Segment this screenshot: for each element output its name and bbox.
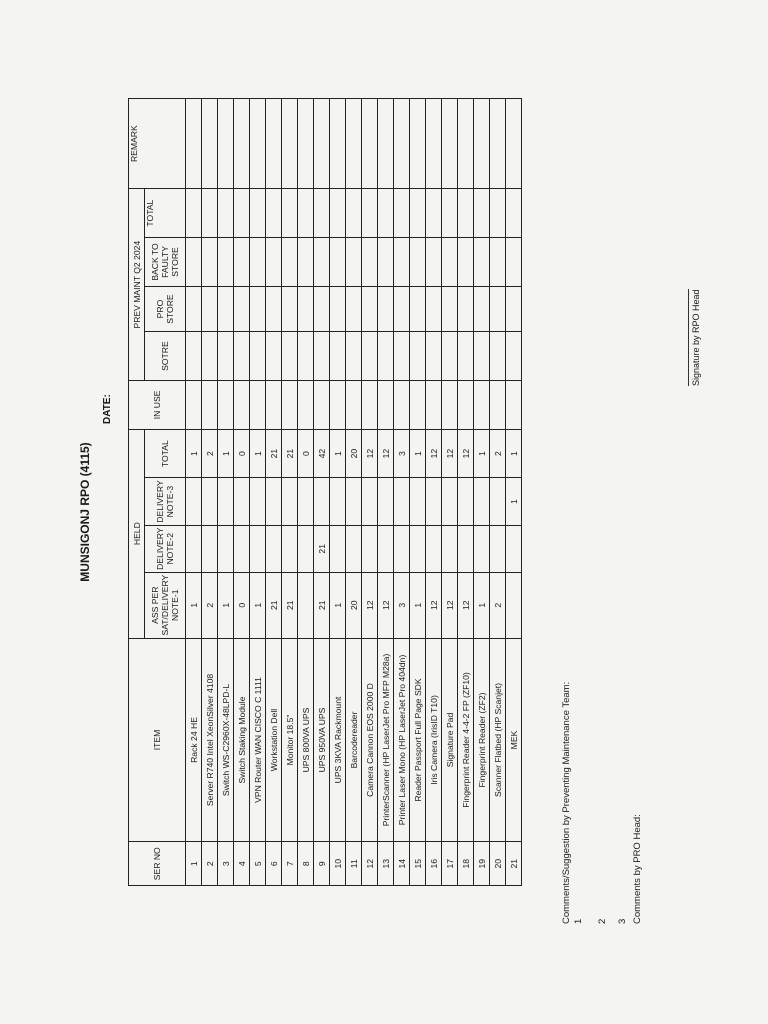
empty-cell — [506, 381, 522, 430]
empty-cell — [506, 189, 522, 238]
cell-ass: 1 — [250, 572, 266, 638]
empty-cell — [346, 381, 362, 430]
total-header: TOTAL — [145, 429, 186, 478]
cell-ser: 8 — [298, 842, 314, 886]
cell-ass: 21 — [282, 572, 298, 638]
page-title: MUNSIGONJ RPO (4115) — [78, 442, 92, 582]
cell-ser: 16 — [426, 842, 442, 886]
empty-cell — [490, 332, 506, 381]
empty-cell — [250, 286, 266, 331]
cell-total: 1 — [186, 429, 202, 478]
cell-ass: 12 — [378, 572, 394, 638]
cell-ser: 13 — [378, 842, 394, 886]
table-row — [298, 99, 314, 886]
cell-ser: 20 — [490, 842, 506, 886]
empty-cell — [314, 332, 330, 381]
ass-per-header: ASS PER SAT/DELIVERY NOTE-1 — [145, 572, 186, 638]
empty-cell — [234, 332, 250, 381]
cell-total: 3 — [394, 429, 410, 478]
empty-cell — [314, 237, 330, 286]
cell-ass: 0 — [234, 572, 250, 638]
table-row — [330, 99, 346, 886]
empty-cell — [298, 332, 314, 381]
empty-cell — [410, 286, 426, 331]
empty-cell — [202, 332, 218, 381]
empty-cell — [346, 189, 362, 238]
item-header: ITEM — [129, 638, 186, 842]
cell-dn3 — [362, 478, 378, 525]
empty-cell — [410, 332, 426, 381]
cell-total: 21 — [282, 429, 298, 478]
cell-item: Fingerprint Reader (ZF2) — [474, 638, 490, 842]
cell-ass: 1 — [186, 572, 202, 638]
empty-cell — [394, 332, 410, 381]
table-row — [442, 99, 458, 886]
empty-cell — [490, 237, 506, 286]
cell-dn2 — [250, 525, 266, 572]
cell-item: Signature Pad — [442, 638, 458, 842]
empty-cell — [458, 332, 474, 381]
cell-item: MEK — [506, 638, 522, 842]
empty-cell — [490, 381, 506, 430]
empty-cell — [282, 99, 298, 189]
empty-cell — [378, 286, 394, 331]
empty-cell — [410, 189, 426, 238]
cell-ass: 21 — [314, 572, 330, 638]
empty-cell — [218, 332, 234, 381]
empty-cell — [506, 99, 522, 189]
cell-total: 42 — [314, 429, 330, 478]
inventory-table — [128, 98, 522, 886]
cell-dn3 — [490, 478, 506, 525]
sotre-header: SOTRE — [145, 332, 186, 381]
empty-cell — [186, 286, 202, 331]
cell-dn3 — [282, 478, 298, 525]
cell-total: 12 — [362, 429, 378, 478]
cell-dn2 — [346, 525, 362, 572]
empty-cell — [506, 286, 522, 331]
table-row — [410, 99, 426, 886]
back-to-faulty-header: BACK TO FAULTY STORE — [145, 237, 186, 286]
empty-cell — [250, 381, 266, 430]
empty-cell — [186, 189, 202, 238]
empty-cell — [250, 332, 266, 381]
cell-ass — [298, 572, 314, 638]
table-row — [426, 99, 442, 886]
cell-dn2 — [202, 525, 218, 572]
cell-dn3 — [410, 478, 426, 525]
empty-cell — [186, 332, 202, 381]
empty-cell — [442, 332, 458, 381]
empty-cell — [250, 189, 266, 238]
cell-ser: 5 — [250, 842, 266, 886]
delivery-note3-header: DELIVERY NOTE-3 — [145, 478, 186, 525]
cell-dn3 — [314, 478, 330, 525]
cell-ser: 14 — [394, 842, 410, 886]
empty-cell — [442, 381, 458, 430]
empty-cell — [474, 286, 490, 331]
cell-ser: 19 — [474, 842, 490, 886]
empty-cell — [218, 99, 234, 189]
empty-cell — [282, 332, 298, 381]
cell-ser: 21 — [506, 842, 522, 886]
empty-cell — [282, 189, 298, 238]
table-row — [346, 99, 362, 886]
cell-dn3 — [234, 478, 250, 525]
empty-cell — [426, 381, 442, 430]
empty-cell — [202, 381, 218, 430]
cell-dn3 — [458, 478, 474, 525]
date-label: DATE: — [102, 394, 113, 424]
cell-item: Barcodereader — [346, 638, 362, 842]
pro-comments-label: Comments by PRO Head: — [632, 814, 643, 924]
cell-total: 1 — [506, 429, 522, 478]
cell-item: UPS 800VA UPS — [298, 638, 314, 842]
empty-cell — [394, 237, 410, 286]
table-row — [250, 99, 266, 886]
cell-ser: 3 — [218, 842, 234, 886]
empty-cell — [330, 237, 346, 286]
empty-cell — [362, 99, 378, 189]
cell-total: 1 — [218, 429, 234, 478]
cell-total: 21 — [266, 429, 282, 478]
empty-cell — [378, 237, 394, 286]
cell-total: 0 — [234, 429, 250, 478]
cell-ser: 17 — [442, 842, 458, 886]
cell-ass: 20 — [346, 572, 362, 638]
empty-cell — [362, 286, 378, 331]
empty-cell — [234, 189, 250, 238]
empty-cell — [346, 99, 362, 189]
empty-cell — [458, 189, 474, 238]
cell-ser: 11 — [346, 842, 362, 886]
empty-cell — [474, 99, 490, 189]
empty-cell — [346, 237, 362, 286]
empty-cell — [186, 237, 202, 286]
empty-cell — [378, 189, 394, 238]
empty-cell — [266, 99, 282, 189]
cell-dn2 — [330, 525, 346, 572]
empty-cell — [346, 332, 362, 381]
table-body — [186, 99, 522, 886]
held-header: HELD — [129, 429, 145, 638]
cell-item: Switch WS-C2960X-48LPD-L — [218, 638, 234, 842]
cell-ser: 18 — [458, 842, 474, 886]
empty-cell — [474, 189, 490, 238]
cell-ser: 12 — [362, 842, 378, 886]
cell-item: Camera Cannon EOS 2000 D — [362, 638, 378, 842]
empty-cell — [234, 286, 250, 331]
cell-dn3 — [394, 478, 410, 525]
cell-dn2 — [186, 525, 202, 572]
cell-item: Switch Staking Module — [234, 638, 250, 842]
cell-dn2 — [234, 525, 250, 572]
empty-cell — [298, 237, 314, 286]
cell-total: 12 — [426, 429, 442, 478]
empty-cell — [458, 286, 474, 331]
table-row — [218, 99, 234, 886]
cell-ass: 1 — [474, 572, 490, 638]
empty-cell — [506, 237, 522, 286]
empty-cell — [218, 381, 234, 430]
empty-cell — [218, 237, 234, 286]
cell-total: 0 — [298, 429, 314, 478]
cell-dn2 — [394, 525, 410, 572]
empty-cell — [186, 381, 202, 430]
empty-cell — [314, 189, 330, 238]
cell-dn2 — [490, 525, 506, 572]
empty-cell — [410, 237, 426, 286]
cell-item: VPN Router WAN CISCO C 1111 — [250, 638, 266, 842]
cell-total: 2 — [490, 429, 506, 478]
cell-item: Scanner Flatbed (HP Scanjet) — [490, 638, 506, 842]
cell-item: Server R740 Intel XeonSilver 4108 — [202, 638, 218, 842]
total2-header: TOTAL — [145, 189, 186, 238]
cell-dn2 — [378, 525, 394, 572]
empty-cell — [474, 332, 490, 381]
empty-cell — [394, 286, 410, 331]
cell-item: Iris Camera (IrisID T10) — [426, 638, 442, 842]
cell-dn2 — [410, 525, 426, 572]
cell-ass: 12 — [458, 572, 474, 638]
empty-cell — [266, 381, 282, 430]
empty-cell — [330, 99, 346, 189]
prev-maint-header: PREV MAINT Q2 2024 — [129, 189, 145, 381]
cell-dn3: 1 — [506, 478, 522, 525]
table-row — [506, 99, 522, 886]
signature-label: Signature by RPO Head — [688, 289, 701, 386]
empty-cell — [442, 237, 458, 286]
empty-cell — [442, 189, 458, 238]
cell-ass: 3 — [394, 572, 410, 638]
empty-cell — [394, 189, 410, 238]
cell-ass: 1 — [410, 572, 426, 638]
cell-item: Reader Passport Full Page SDK — [410, 638, 426, 842]
cell-total: 1 — [410, 429, 426, 478]
comment-number: 1 — [573, 918, 584, 924]
comment-number: 2 — [597, 918, 608, 924]
table-row — [266, 99, 282, 886]
pro-store-header: PRO STORE — [145, 286, 186, 331]
cell-dn3 — [378, 478, 394, 525]
cell-total: 1 — [250, 429, 266, 478]
cell-dn3 — [442, 478, 458, 525]
cell-total: 2 — [202, 429, 218, 478]
empty-cell — [442, 99, 458, 189]
ser-no-header: SER NO — [129, 842, 186, 886]
empty-cell — [442, 286, 458, 331]
empty-cell — [218, 189, 234, 238]
empty-cell — [234, 99, 250, 189]
cell-dn3 — [266, 478, 282, 525]
empty-cell — [394, 381, 410, 430]
empty-cell — [266, 189, 282, 238]
cell-ser: 4 — [234, 842, 250, 886]
cell-ser: 6 — [266, 842, 282, 886]
cell-item: PrinterScanner (HP LaserJet Pro MFP M28a) — [378, 638, 394, 842]
table-row — [202, 99, 218, 886]
cell-total: 20 — [346, 429, 362, 478]
table-row — [362, 99, 378, 886]
empty-cell — [458, 99, 474, 189]
table-row — [458, 99, 474, 886]
cell-dn2 — [298, 525, 314, 572]
cell-total: 1 — [474, 429, 490, 478]
cell-ass: 12 — [442, 572, 458, 638]
cell-dn3 — [218, 478, 234, 525]
cell-item: Monitor 18.5" — [282, 638, 298, 842]
empty-cell — [426, 286, 442, 331]
cell-ass — [506, 572, 522, 638]
empty-cell — [330, 189, 346, 238]
empty-cell — [298, 286, 314, 331]
empty-cell — [314, 99, 330, 189]
cell-total: 12 — [442, 429, 458, 478]
cell-total: 12 — [378, 429, 394, 478]
empty-cell — [218, 286, 234, 331]
table-row — [378, 99, 394, 886]
cell-total: 1 — [330, 429, 346, 478]
cell-dn2 — [506, 525, 522, 572]
empty-cell — [202, 99, 218, 189]
empty-cell — [378, 99, 394, 189]
empty-cell — [298, 189, 314, 238]
cell-total: 12 — [458, 429, 474, 478]
empty-cell — [458, 237, 474, 286]
cell-dn3 — [202, 478, 218, 525]
table-row — [474, 99, 490, 886]
cell-item: Workstation Dell — [266, 638, 282, 842]
cell-dn3 — [186, 478, 202, 525]
empty-cell — [490, 99, 506, 189]
cell-dn2 — [282, 525, 298, 572]
empty-cell — [426, 237, 442, 286]
empty-cell — [426, 99, 442, 189]
cell-ass: 12 — [362, 572, 378, 638]
cell-item: Fingerprint Reader 4-4-2 FP (ZF10) — [458, 638, 474, 842]
cell-ser: 15 — [410, 842, 426, 886]
empty-cell — [202, 189, 218, 238]
empty-cell — [330, 381, 346, 430]
cell-ser: 10 — [330, 842, 346, 886]
table-row — [490, 99, 506, 886]
cell-item: Printer Laser Mono (HP LaserJet Pro 404dn) — [394, 638, 410, 842]
empty-cell — [378, 332, 394, 381]
cell-dn2 — [458, 525, 474, 572]
cell-dn2 — [266, 525, 282, 572]
empty-cell — [490, 286, 506, 331]
cell-dn2 — [442, 525, 458, 572]
cell-ass: 2 — [490, 572, 506, 638]
empty-cell — [410, 99, 426, 189]
empty-cell — [378, 381, 394, 430]
empty-cell — [266, 237, 282, 286]
team-comments-label: Comments/Suggestion by Preventing Maintenance Team: — [561, 681, 572, 924]
empty-cell — [298, 381, 314, 430]
empty-cell — [282, 286, 298, 331]
cell-dn2 — [218, 525, 234, 572]
empty-cell — [490, 189, 506, 238]
cell-ass: 21 — [266, 572, 282, 638]
empty-cell — [346, 286, 362, 331]
empty-cell — [298, 99, 314, 189]
empty-cell — [362, 381, 378, 430]
empty-cell — [362, 332, 378, 381]
empty-cell — [330, 286, 346, 331]
empty-cell — [250, 237, 266, 286]
cell-ass: 1 — [218, 572, 234, 638]
cell-ser: 9 — [314, 842, 330, 886]
cell-item: UPS 950VA UPS — [314, 638, 330, 842]
remark-header: REMARK — [129, 99, 186, 189]
empty-cell — [282, 237, 298, 286]
empty-cell — [362, 237, 378, 286]
empty-cell — [506, 332, 522, 381]
empty-cell — [234, 381, 250, 430]
cell-dn3 — [346, 478, 362, 525]
empty-cell — [266, 332, 282, 381]
cell-dn2 — [362, 525, 378, 572]
table-row — [394, 99, 410, 886]
table-row — [314, 99, 330, 886]
table-row — [282, 99, 298, 886]
empty-cell — [426, 189, 442, 238]
cell-dn3 — [426, 478, 442, 525]
empty-cell — [234, 237, 250, 286]
cell-ser: 7 — [282, 842, 298, 886]
empty-cell — [314, 286, 330, 331]
cell-item: Rack 24 HE — [186, 638, 202, 842]
in-use-header: IN USE — [129, 381, 186, 430]
cell-dn3 — [298, 478, 314, 525]
empty-cell — [266, 286, 282, 331]
empty-cell — [458, 381, 474, 430]
empty-cell — [394, 99, 410, 189]
empty-cell — [426, 332, 442, 381]
empty-cell — [474, 381, 490, 430]
cell-ass: 2 — [202, 572, 218, 638]
cell-ser: 2 — [202, 842, 218, 886]
cell-ass: 1 — [330, 572, 346, 638]
cell-dn2 — [426, 525, 442, 572]
empty-cell — [474, 237, 490, 286]
empty-cell — [330, 332, 346, 381]
empty-cell — [202, 237, 218, 286]
empty-cell — [250, 99, 266, 189]
empty-cell — [282, 381, 298, 430]
empty-cell — [362, 189, 378, 238]
table-row — [234, 99, 250, 886]
cell-dn2 — [474, 525, 490, 572]
delivery-note2-header: DELIVERY NOTE-2 — [145, 525, 186, 572]
cell-ser: 1 — [186, 842, 202, 886]
table-row — [186, 99, 202, 886]
cell-item: UPS 3KVA Rackmount — [330, 638, 346, 842]
cell-dn2: 21 — [314, 525, 330, 572]
empty-cell — [202, 286, 218, 331]
cell-dn3 — [474, 478, 490, 525]
empty-cell — [410, 381, 426, 430]
cell-dn3 — [330, 478, 346, 525]
empty-cell — [186, 99, 202, 189]
cell-ass: 12 — [426, 572, 442, 638]
comment-number: 3 — [617, 918, 628, 924]
empty-cell — [314, 381, 330, 430]
cell-dn3 — [250, 478, 266, 525]
